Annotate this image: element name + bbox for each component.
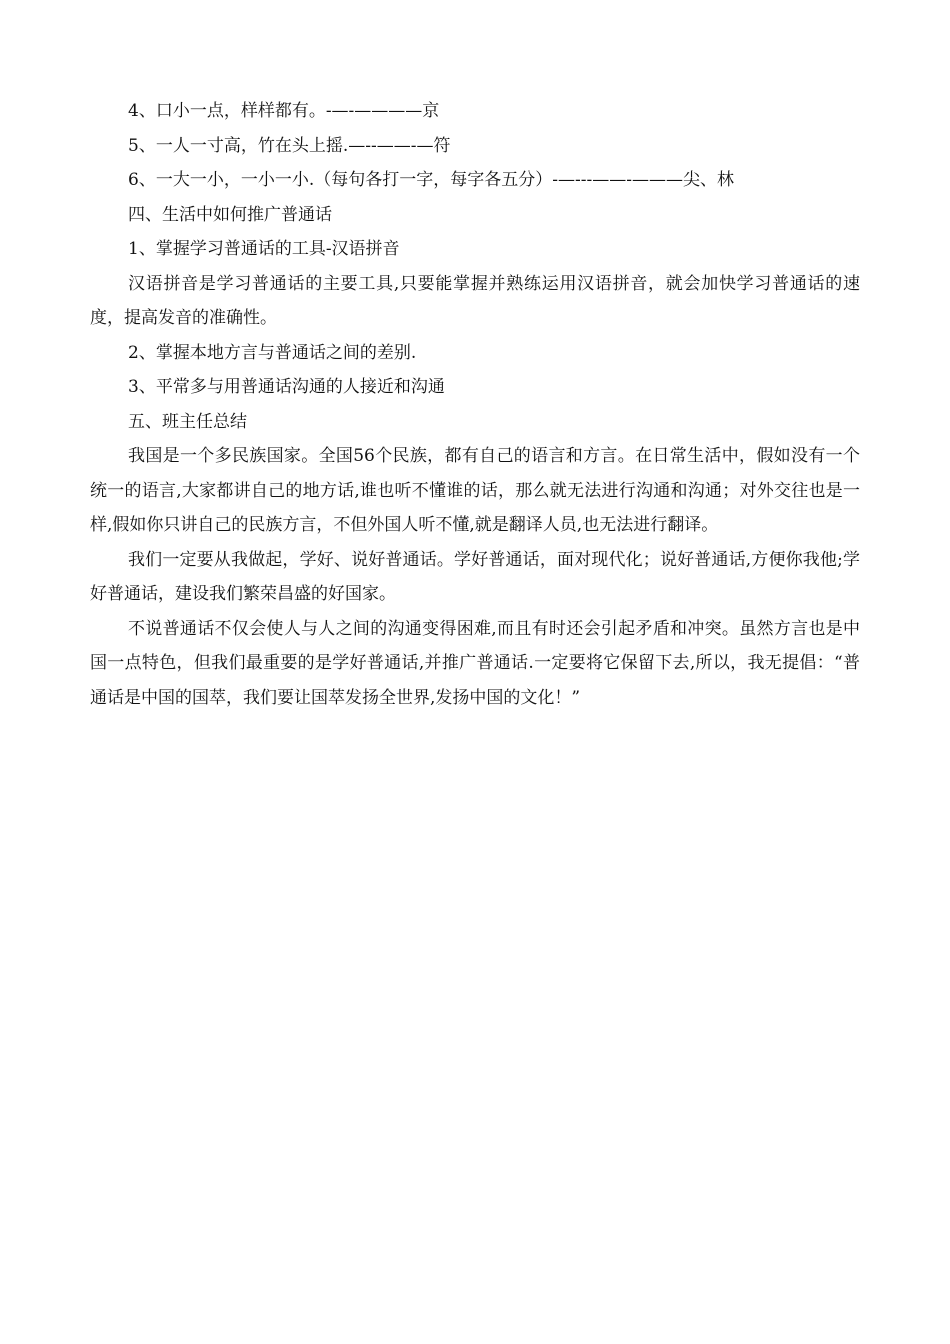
riddle-5: 5、一人一寸高，竹在头上摇.—--——-—符 [128,135,451,156]
document-body [90,94,860,715]
item-communicate: 3、平常多与用普通话沟通的人接近和沟通 [128,377,445,397]
paragraph-nation: 我国是一个多民族国家。全国56个民族，都有自己的语言和方言。在日常生活中，假如没有一个统一的语言,大家都讲自己的地方话,谁也听不懂谁的话，那么就无法进行沟通和沟通；对外交往也是一样,假如你只讲自己的民族方言，不但外国人听不懂,就是翻译人员,也无法进行翻译。 [90,446,860,535]
item-dialect-difference: 2、掌握本地方言与普通话之间的差别. [128,342,417,363]
paragraph-closing: 不说普通话不仅会使人与人之间的沟通变得困难,而且有时还会引起矛盾和冲突。虽然方言也是中国一点特色，但我们最重要的是学好普通话,并推广普通话.一定要将它保留下去,所以，我无提倡：“普通话是中国的国萃，我们要让国萃发扬全世界,发扬中国的文化！” [90,618,860,708]
item-pinyin: 1、掌握学习普通话的工具-汉语拼音 [128,239,400,259]
riddle-4: 4、口小一点，样样都有。-—-————京 [128,101,440,121]
riddle-6: 6、一大一小，一小一小.（每句各打一字，每字各五分）-—---——-———尖、林 [128,170,734,190]
section-heading-5: 五、班主任总结 [128,411,247,432]
paragraph-start-with-me: 我们一定要从我做起，学好、说好普通话。学好普通话，面对现代化；说好普通话,方便你我他;学好普通话，建设我们繁荣昌盛的好国家。 [90,549,860,604]
section-heading-4: 四、生活中如何推广普通话 [128,204,332,225]
paragraph-pinyin: 汉语拼音是学习普通话的主要工具,只要能掌握并熟练运用汉语拼音，就会加快学习普通话的速度，提高发音的准确性。 [90,273,860,328]
